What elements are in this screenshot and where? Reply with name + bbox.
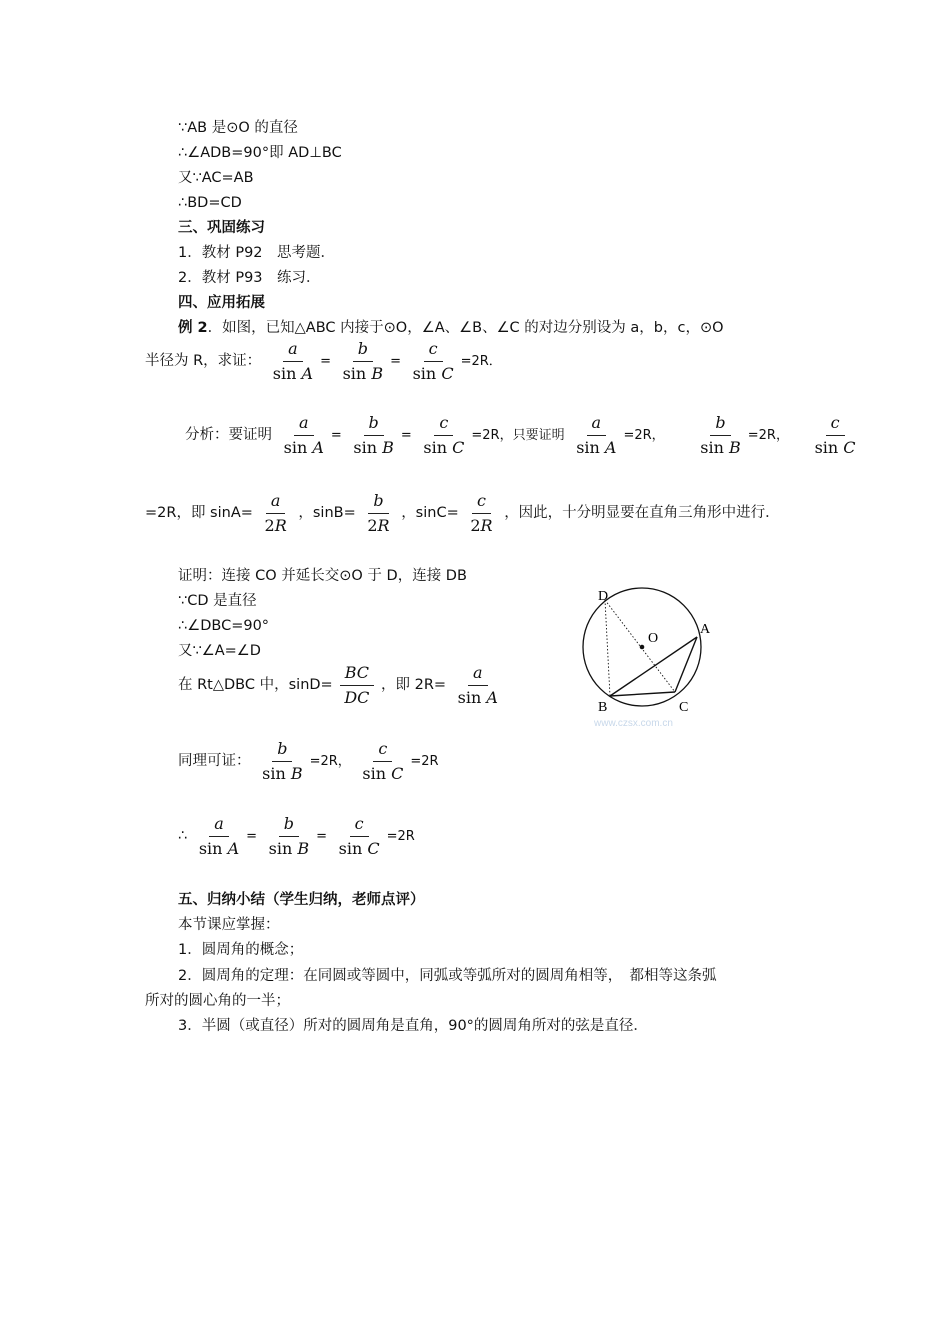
proof2-rt-line: 在 Rt△DBC 中，sinD= $\frac{BC}{DC}$ ，即 2R= $\frac{a}{\text{sin A}}$	[178, 662, 505, 708]
fraction-c-over-2R: $\frac{c}{2R}$	[470, 490, 493, 535]
fraction-b-over-sinB: $\frac{b}{\text{sin B}}$	[268, 813, 310, 858]
proof2-line1: 证明：连接 CO 并延长交⊙O 于 D，连接 DB	[178, 568, 467, 584]
fraction-a-over-sinA: $\frac{a}{\text{sin A}}$	[283, 412, 324, 457]
fraction-a-over-sinA: $\frac{a}{\text{sin A}}$	[198, 813, 240, 858]
section5-intro: 本节课应掌握：	[178, 917, 280, 933]
example2-statement	[178, 318, 724, 338]
fraction-BC-over-DC: $\frac{BC}{DC}$	[339, 664, 374, 707]
fraction-b-over-sinB: $\frac{b}{\text{sin B}}$	[700, 412, 741, 457]
fraction-c-over-sinC: $\frac{c}{\text{sin C}}$	[338, 813, 380, 858]
proof1-line3: 又∵AC=AB	[178, 170, 254, 186]
therefore-symbol: ∴	[178, 828, 188, 844]
fraction-b-over-sinB: $\frac{b}{\text{sin B}}$	[262, 738, 303, 783]
fraction-c-over-sinC: $\frac{c}{\text{sin C}}$	[423, 412, 465, 457]
fraction-b-over-sinB: $\frac{b}{\text{sin B}}$	[342, 338, 384, 383]
fraction-a-over-sinA: $\frac{a}{\text{sin A}}$	[272, 338, 314, 383]
section3-item2: 2．教材 P93 练习．	[178, 270, 321, 286]
label-O: O	[648, 631, 659, 646]
fraction-c-over-sinC: $\frac{c}{\text{sin C}}$	[412, 338, 454, 383]
fraction-c-over-sinC: $\frac{c}{\text{sin C}}$	[362, 738, 404, 783]
example2-text: ．如图，已知△ABC 内接于⊙O，∠A、∠B、∠C 的对边分别设为 a，b，c，⊙O	[207, 320, 724, 336]
analysis-label: 分析：要证明	[185, 427, 272, 443]
section5-item2b: 所对的圆心角的一半；	[145, 993, 290, 1009]
section3-item1: 1．教材 P92 思考题．	[178, 245, 336, 261]
center-point	[640, 645, 645, 650]
fraction-a-over-sinA: $\frac{a}{\text{sin A}}$	[457, 662, 498, 707]
segment-DB	[605, 600, 610, 696]
label-D: D	[598, 589, 609, 604]
proof2-line4: 又∵∠A=∠D	[178, 643, 261, 659]
section4-title: 四、应用拓展	[178, 295, 265, 311]
fraction-a-over-2R: $\frac{a}{2R}$	[264, 490, 287, 535]
equals-2R: =2R．	[460, 354, 502, 369]
section5-item2a: 2．圆周角的定理：在同圆或等圆中，同弧或等弧所对的圆周角相等， 都相等这条弧	[178, 968, 717, 984]
analysis-line1: 分析：要证明 $\frac{a}{\text{sin A}}$ = $\frac{b}{\text{sin B}}$ = $\frac{c}{\text{sin C}}$ =2R，只要证明 $\frac{a}{\text{sin A}}$ =2R， $\frac{b}{\text{sin B}}$ =2R， $\frac{c}{\text{sin C}}$	[185, 412, 863, 459]
segment-BC	[610, 692, 675, 696]
proof1-line1: ∵AB 是⊙O 的直径	[178, 120, 298, 136]
proof2-same-line: 同理可证： $\frac{b}{\text{sin B}}$ =2R， $\frac{c}{\text{sin C}}$ =2R	[178, 738, 439, 783]
section5-title: 五、归纳小结（学生归纳，老师点评）	[178, 892, 425, 908]
label-B: B	[598, 700, 608, 715]
proof1-line4: ∴BD=CD	[178, 195, 242, 211]
example2-label: 例 2	[178, 320, 208, 336]
section5-item3: 3．半圆（或直径）所对的圆周角是直角，90°的圆周角所对的弦是直径．	[178, 1018, 648, 1034]
proof2-line3: ∴∠DBC=90°	[178, 618, 270, 634]
proof2-conclusion: ∴ $\frac{a}{\text{sin A}}$ = $\frac{b}{\text{sin B}}$ = $\frac{c}{\text{sin C}}$ =2R	[178, 813, 415, 858]
fraction-a-over-sinA: $\frac{a}{\text{sin A}}$	[576, 412, 617, 457]
circle-diagram	[580, 585, 720, 735]
section5-item1: 1．圆周角的概念；	[178, 942, 304, 958]
proof2-line2: ∵CD 是直径	[178, 593, 257, 609]
analysis-line2: =2R，即 sinA= $\frac{a}{2R}$ ，sinB= $\frac{b}{2R}$ ，sinC= $\frac{c}{2R}$ ，因此，十分明显要在直角三角形中进行．	[145, 490, 780, 535]
label-A: A	[700, 622, 711, 637]
fraction-b-over-2R: $\frac{b}{2R}$	[367, 490, 390, 535]
fraction-c-over-sinC: $\frac{c}{\text{sin C}}$	[814, 412, 856, 457]
radius-text: 半径为 R，求证：	[145, 353, 262, 369]
fraction-b-over-sinB: $\frac{b}{\text{sin B}}$	[353, 412, 394, 457]
section3-title: 三、巩固练习	[178, 220, 265, 236]
proof1-line2: ∴∠ADB=90°即 AD⊥BC	[178, 145, 342, 161]
statement-line: 半径为 R，求证： $\frac{a}{\text{sin A}}$ = $\frac{b}{\text{sin B}}$ = $\frac{c}{\text{sin C}}$ =2R．	[145, 338, 502, 383]
watermark-text: www.czsx.com.cn	[594, 718, 673, 729]
label-C: C	[679, 700, 689, 715]
